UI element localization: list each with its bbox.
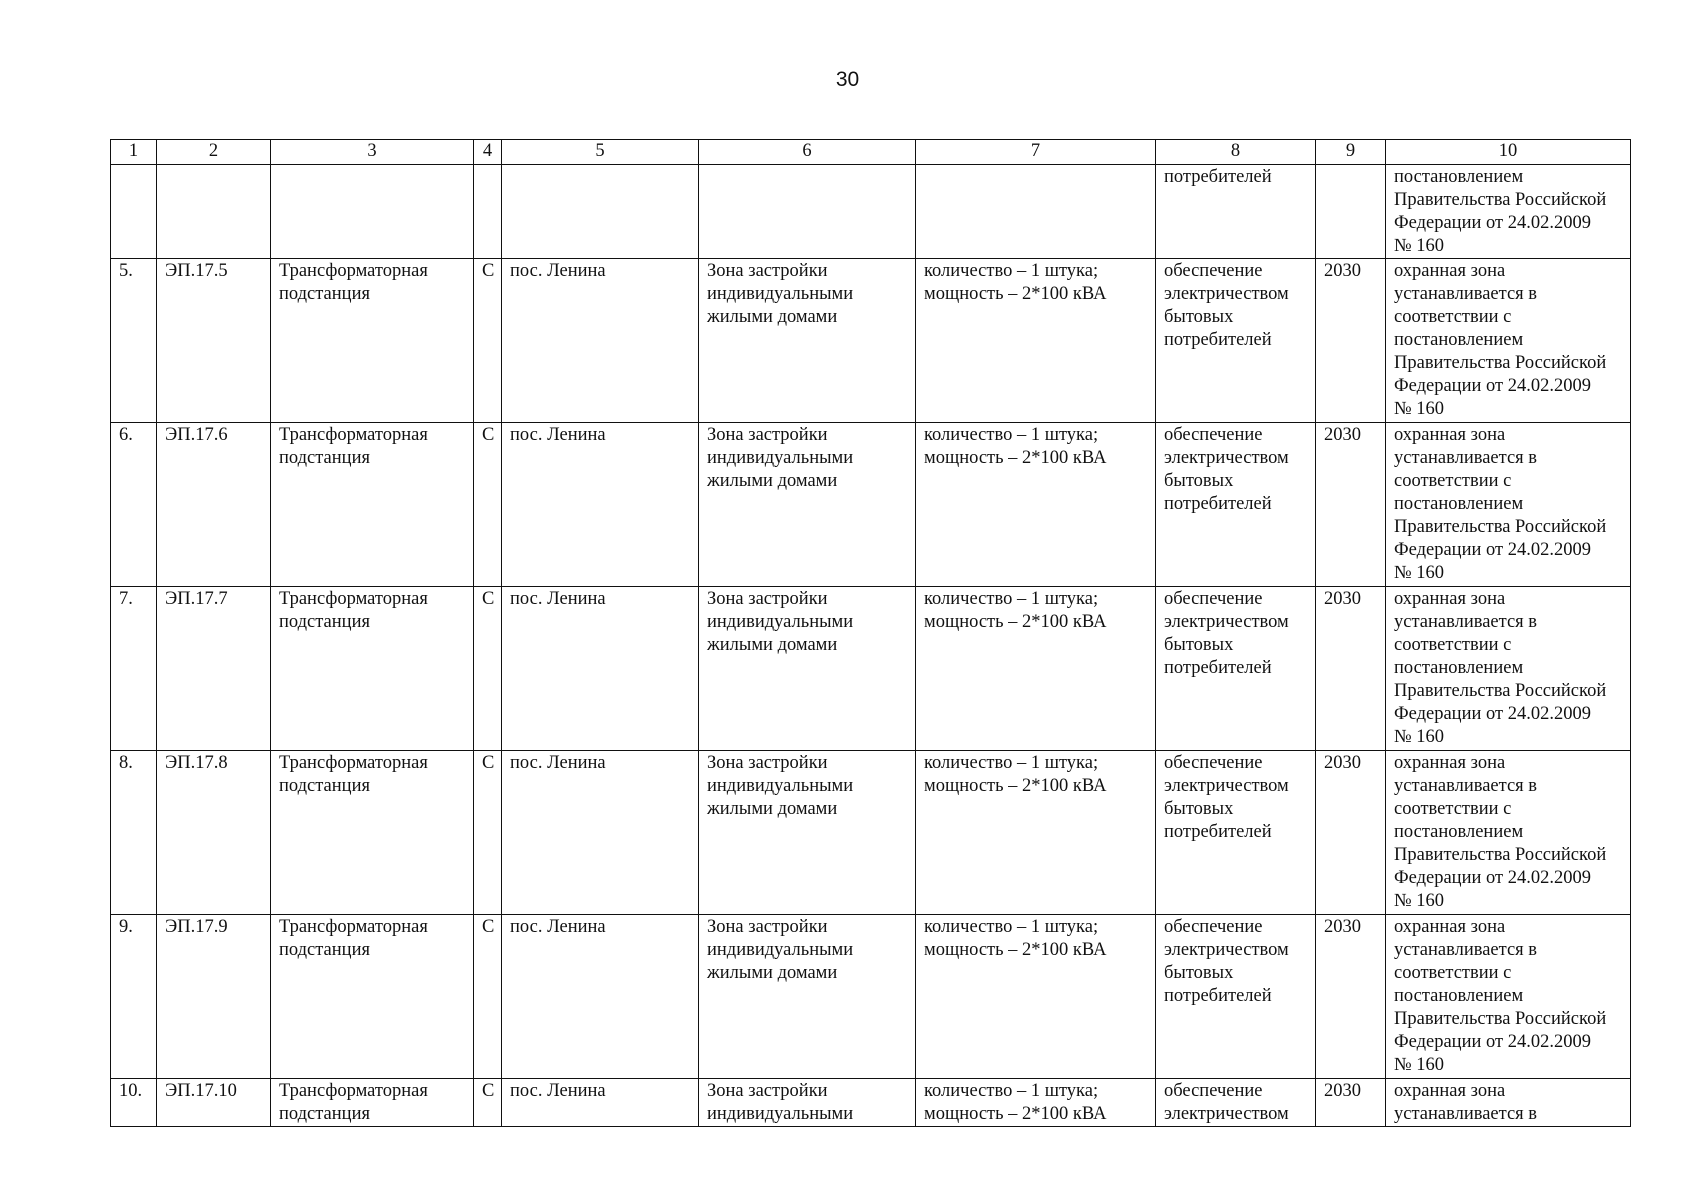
zone-cell: Зона застройки индивидуальными жилыми домами	[699, 915, 916, 1079]
zone-cell: Зона застройки индивидуальными жилыми домами	[699, 751, 916, 915]
location-cell: пос. Ленина	[502, 915, 699, 1079]
table-row	[111, 423, 1631, 587]
status-cell: С	[474, 915, 502, 1079]
status-cell: С	[474, 587, 502, 751]
page-number: 30	[835, 68, 860, 91]
purpose-cell: обеспечение электричеством бытовых потребителей	[1156, 751, 1316, 915]
table-cell	[271, 165, 474, 259]
object-name-cell: Трансформаторная подстанция	[271, 423, 474, 587]
table-cell: потребителей	[1156, 165, 1316, 259]
data-table	[110, 139, 1631, 1127]
location-cell: пос. Ленина	[502, 259, 699, 423]
object-code-cell: ЭП.17.9	[157, 915, 271, 1079]
row-number-cell: 9.	[111, 915, 157, 1079]
table-row	[111, 915, 1631, 1079]
protection-zone-cell: охранная зона устанавливается в соответствии с постановлением Правительства Российской Федерации от 24.02.2009 № 160	[1386, 751, 1631, 915]
status-cell: С	[474, 1079, 502, 1127]
status-cell: С	[474, 259, 502, 423]
table-row-continuation	[111, 165, 1631, 259]
table-cell	[502, 165, 699, 259]
zone-cell: Зона застройки индивидуальными жилыми домами	[699, 587, 916, 751]
characteristics-cell: количество – 1 штука; мощность – 2*100 кВА	[916, 915, 1156, 1079]
table-cell	[474, 165, 502, 259]
object-code-cell: ЭП.17.7	[157, 587, 271, 751]
column-header: 2	[157, 140, 271, 165]
object-name-cell: Трансформаторная подстанция	[271, 1079, 474, 1127]
column-header: 6	[699, 140, 916, 165]
location-cell: пос. Ленина	[502, 587, 699, 751]
column-header: 7	[916, 140, 1156, 165]
column-header: 3	[271, 140, 474, 165]
protection-zone-cell: охранная зона устанавливается в соответствии с постановлением Правительства Российской Федерации от 24.02.2009 № 160	[1386, 587, 1631, 751]
location-cell: пос. Ленина	[502, 423, 699, 587]
column-header: 10	[1386, 140, 1631, 165]
location-cell: пос. Ленина	[502, 1079, 699, 1127]
table-row	[111, 259, 1631, 423]
column-header: 5	[502, 140, 699, 165]
year-cell: 2030	[1316, 751, 1386, 915]
characteristics-cell: количество – 1 штука; мощность – 2*100 кВА	[916, 423, 1156, 587]
year-cell: 2030	[1316, 1079, 1386, 1127]
purpose-cell: обеспечение электричеством бытовых потребителей	[1156, 587, 1316, 751]
protection-zone-cell: охранная зона устанавливается в	[1386, 1079, 1631, 1127]
characteristics-cell: количество – 1 штука; мощность – 2*100 кВА	[916, 1079, 1156, 1127]
status-cell: С	[474, 751, 502, 915]
protection-zone-cell: охранная зона устанавливается в соответствии с постановлением Правительства Российской Федерации от 24.02.2009 № 160	[1386, 423, 1631, 587]
table-header-row	[111, 140, 1631, 165]
purpose-cell: обеспечение электричеством бытовых потребителей	[1156, 915, 1316, 1079]
table-row	[111, 1079, 1631, 1127]
row-number-cell: 6.	[111, 423, 157, 587]
protection-zone-cell: охранная зона устанавливается в соответствии с постановлением Правительства Российской Федерации от 24.02.2009 № 160	[1386, 915, 1631, 1079]
object-name-cell: Трансформаторная подстанция	[271, 259, 474, 423]
column-header: 9	[1316, 140, 1386, 165]
object-code-cell: ЭП.17.8	[157, 751, 271, 915]
year-cell: 2030	[1316, 423, 1386, 587]
table-cell	[111, 165, 157, 259]
year-cell: 2030	[1316, 259, 1386, 423]
location-cell: пос. Ленина	[502, 751, 699, 915]
table-cell	[157, 165, 271, 259]
zone-cell: Зона застройки индивидуальными	[699, 1079, 916, 1127]
characteristics-cell: количество – 1 штука; мощность – 2*100 кВА	[916, 259, 1156, 423]
table-cell: постановлением Правительства Российской Федерации от 24.02.2009 № 160	[1386, 165, 1631, 259]
object-name-cell: Трансформаторная подстанция	[271, 587, 474, 751]
row-number-cell: 10.	[111, 1079, 157, 1127]
characteristics-cell: количество – 1 штука; мощность – 2*100 кВА	[916, 587, 1156, 751]
object-code-cell: ЭП.17.10	[157, 1079, 271, 1127]
year-cell: 2030	[1316, 587, 1386, 751]
object-name-cell: Трансформаторная подстанция	[271, 915, 474, 1079]
column-header: 8	[1156, 140, 1316, 165]
characteristics-cell: количество – 1 штука; мощность – 2*100 кВА	[916, 751, 1156, 915]
object-name-cell: Трансформаторная подстанция	[271, 751, 474, 915]
object-code-cell: ЭП.17.6	[157, 423, 271, 587]
table-cell	[699, 165, 916, 259]
column-header: 4	[474, 140, 502, 165]
table-row	[111, 751, 1631, 915]
object-code-cell: ЭП.17.5	[157, 259, 271, 423]
purpose-cell: обеспечение электричеством бытовых потребителей	[1156, 259, 1316, 423]
row-number-cell: 7.	[111, 587, 157, 751]
table-row	[111, 587, 1631, 751]
zone-cell: Зона застройки индивидуальными жилыми домами	[699, 423, 916, 587]
year-cell: 2030	[1316, 915, 1386, 1079]
table-cell	[916, 165, 1156, 259]
protection-zone-cell: охранная зона устанавливается в соответствии с постановлением Правительства Российской Федерации от 24.02.2009 № 160	[1386, 259, 1631, 423]
row-number-cell: 8.	[111, 751, 157, 915]
status-cell: С	[474, 423, 502, 587]
row-number-cell: 5.	[111, 259, 157, 423]
table-cell	[1316, 165, 1386, 259]
purpose-cell: обеспечение электричеством	[1156, 1079, 1316, 1127]
zone-cell: Зона застройки индивидуальными жилыми домами	[699, 259, 916, 423]
column-header: 1	[111, 140, 157, 165]
purpose-cell: обеспечение электричеством бытовых потребителей	[1156, 423, 1316, 587]
